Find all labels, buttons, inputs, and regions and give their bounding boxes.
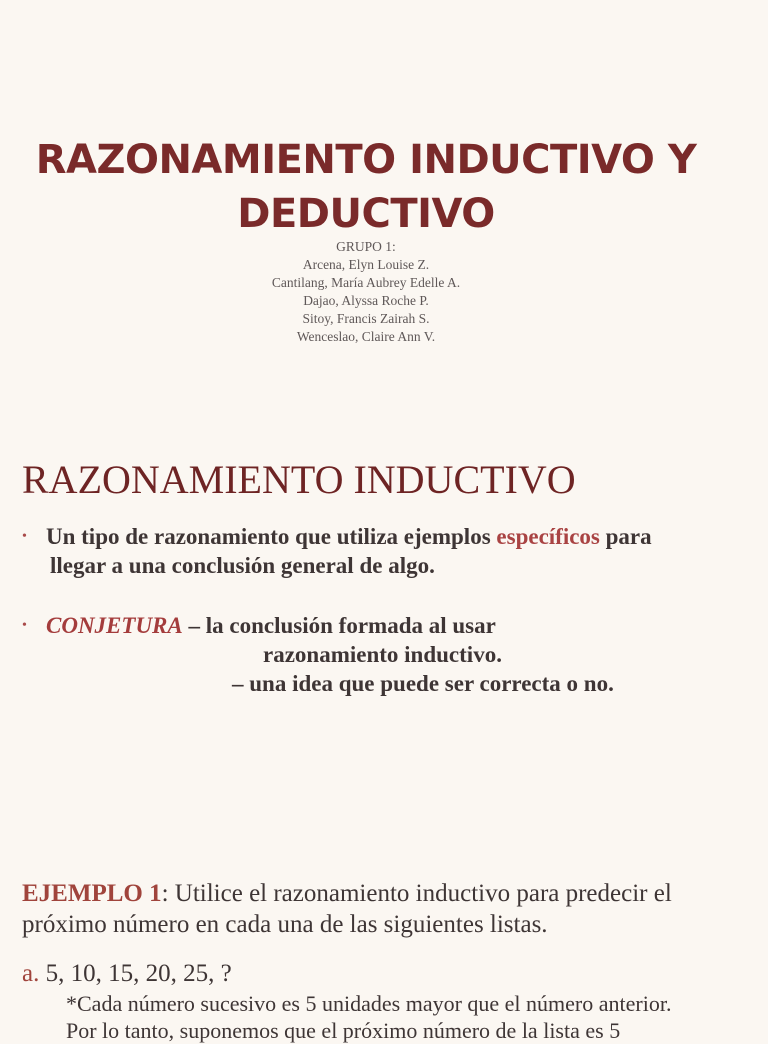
item-explanation: *Cada número sucesivo es 5 unidades mayor que el número anterior. bbox=[66, 991, 672, 1016]
item-conclusion: Por lo tanto, suponemos que el próximo número de la lista es 5 bbox=[66, 1018, 621, 1043]
group-members-list bbox=[0, 238, 732, 346]
title-slide bbox=[0, 0, 768, 410]
title-line-1: RAZONAMIENTO INDUCTIVO Y bbox=[35, 136, 697, 183]
bullet-line-2: razonamiento inductivo. bbox=[263, 642, 502, 667]
presentation-title bbox=[0, 133, 732, 241]
bullet-line-1 bbox=[46, 522, 652, 551]
bullet-text: Un tipo de razonamiento que utiliza ejemplos bbox=[46, 524, 497, 549]
bullet-line-1 bbox=[46, 611, 496, 640]
title-line-2: DEDUCTIVO bbox=[237, 190, 495, 237]
group-label: GRUPO 1: bbox=[336, 239, 396, 254]
example-prompt-text: : Utilice el razonamiento inductivo para predecir el próximo número en cada una de las siguientes listas. bbox=[22, 880, 672, 938]
bullet-line-3: – una idea que puede ser correcta o no. bbox=[232, 671, 614, 696]
highlight-specific: específicos bbox=[496, 524, 600, 549]
bullet-text: – la conclusión formada al usar bbox=[182, 613, 496, 638]
group-member: Sitoy, Francis Zairah S. bbox=[302, 311, 430, 326]
group-member: Dajao, Alyssa Roche P. bbox=[303, 293, 429, 308]
inductive-slide bbox=[0, 410, 768, 850]
item-letter: a. bbox=[22, 960, 40, 987]
example-slide bbox=[0, 850, 768, 1043]
example-prompt bbox=[22, 878, 722, 940]
bullet-marker: • bbox=[22, 529, 27, 544]
bullet-line-2: llegar a una conclusión general de algo. bbox=[50, 553, 435, 578]
group-member: Arcena, Elyn Louise Z. bbox=[302, 257, 430, 272]
bullet-marker: • bbox=[22, 618, 27, 633]
bullet-text: para bbox=[599, 524, 652, 549]
example-item-a bbox=[22, 958, 232, 989]
group-member: Wenceslao, Claire Ann V. bbox=[296, 329, 436, 344]
section-heading: RAZONAMIENTO INDUCTIVO bbox=[22, 457, 576, 502]
conjecture-term: CONJETURA bbox=[46, 613, 183, 638]
example-label: EJEMPLO 1 bbox=[22, 880, 162, 907]
item-sequence: 5, 10, 15, 20, 25, ? bbox=[39, 960, 232, 987]
group-member: Cantilang, María Aubrey Edelle A. bbox=[271, 275, 461, 290]
